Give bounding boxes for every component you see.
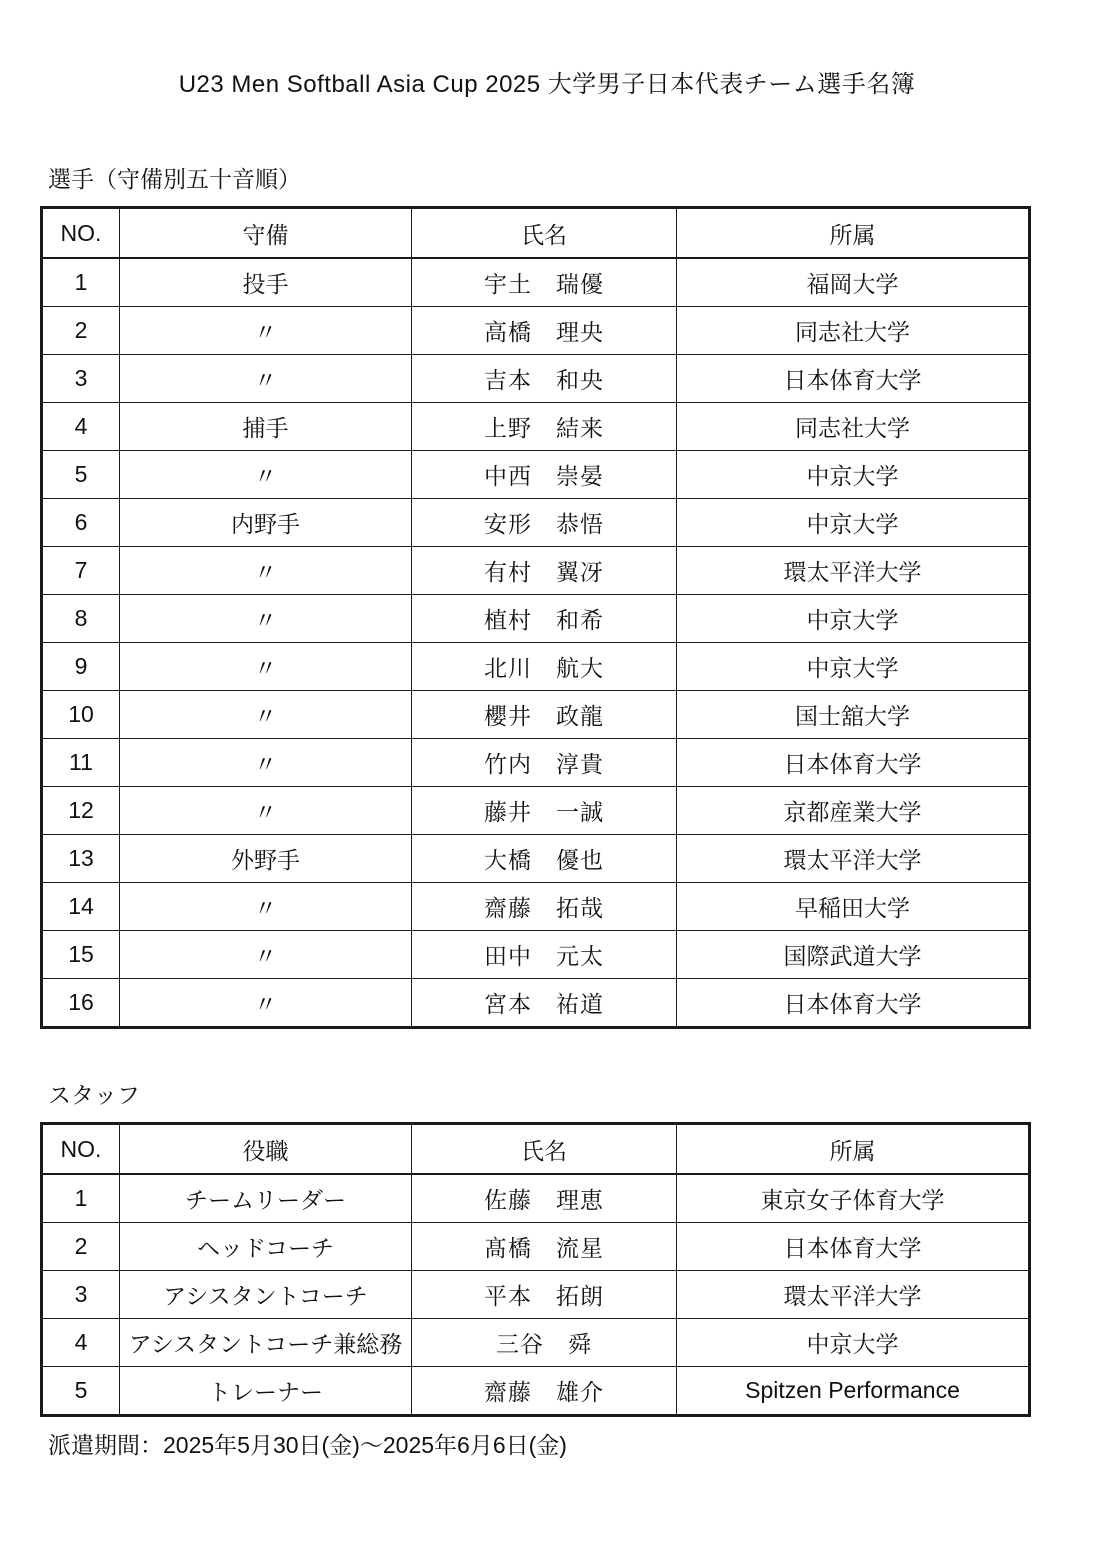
- staff-team: 環太平洋大学: [677, 1271, 1030, 1319]
- table-row: [42, 931, 1030, 979]
- player-name: 宇土 瑞優: [412, 258, 677, 307]
- staff-name: 佐藤 理恵: [412, 1174, 677, 1223]
- player-position: 〃: [120, 547, 412, 595]
- player-no: 6: [42, 499, 120, 547]
- player-team: 日本体育大学: [677, 355, 1030, 403]
- table-row: [42, 499, 1030, 547]
- table-row: [42, 1319, 1030, 1367]
- player-team: 中京大学: [677, 499, 1030, 547]
- staff-no: 2: [42, 1223, 120, 1271]
- player-name: 齋藤 拓哉: [412, 883, 677, 931]
- player-team: 福岡大学: [677, 258, 1030, 307]
- staff-no: 5: [42, 1367, 120, 1416]
- player-name: 田中 元太: [412, 931, 677, 979]
- player-no: 8: [42, 595, 120, 643]
- player-position: 〃: [120, 931, 412, 979]
- player-position: 内野手: [120, 499, 412, 547]
- player-team: 中京大学: [677, 451, 1030, 499]
- table-row: [42, 835, 1030, 883]
- table-row: [42, 547, 1030, 595]
- staff-header-no: NO.: [42, 1124, 120, 1175]
- player-name: 安形 恭悟: [412, 499, 677, 547]
- staff-no: 1: [42, 1174, 120, 1223]
- player-name: 藤井 一誠: [412, 787, 677, 835]
- player-no: 11: [42, 739, 120, 787]
- player-team: 日本体育大学: [677, 979, 1030, 1028]
- player-position: 外野手: [120, 835, 412, 883]
- players-header-position: 守備: [120, 208, 412, 259]
- table-row: [42, 403, 1030, 451]
- table-row: [42, 1174, 1030, 1223]
- player-team: 同志社大学: [677, 307, 1030, 355]
- table-row: [42, 643, 1030, 691]
- player-no: 13: [42, 835, 120, 883]
- staff-name: 齋藤 雄介: [412, 1367, 677, 1416]
- table-row: [42, 1367, 1030, 1416]
- player-no: 3: [42, 355, 120, 403]
- player-no: 12: [42, 787, 120, 835]
- table-row: [42, 595, 1030, 643]
- player-team: 中京大学: [677, 595, 1030, 643]
- staff-header-role: 役職: [120, 1124, 412, 1175]
- table-row: [42, 451, 1030, 499]
- staff-team: Spitzen Performance: [677, 1367, 1030, 1416]
- page-title: U23 Men Softball Asia Cup 2025 大学男子日本代表チーム選手名簿: [178, 71, 916, 98]
- staff-team: 日本体育大学: [677, 1223, 1030, 1271]
- player-no: 9: [42, 643, 120, 691]
- players-table-header-row: [42, 208, 1030, 259]
- player-team: 国際武道大学: [677, 931, 1030, 979]
- table-row: [42, 691, 1030, 739]
- player-name: 植村 和希: [412, 595, 677, 643]
- player-name: 有村 翼冴: [412, 547, 677, 595]
- player-team: 環太平洋大学: [677, 835, 1030, 883]
- player-team: 中京大学: [677, 643, 1030, 691]
- table-row: [42, 979, 1030, 1028]
- player-no: 16: [42, 979, 120, 1028]
- staff-no: 3: [42, 1271, 120, 1319]
- table-row: [42, 307, 1030, 355]
- staff-table: [40, 1122, 1031, 1417]
- players-header-team: 所属: [677, 208, 1030, 259]
- dispatch-period-note: 派遣期間：2025年5月30日(金)～2025年6月6日(金): [48, 1432, 567, 1458]
- staff-name: 三谷 舜: [412, 1319, 677, 1367]
- staff-table-header-row: [42, 1124, 1030, 1175]
- player-team: 早稲田大学: [677, 883, 1030, 931]
- player-position: 〃: [120, 307, 412, 355]
- player-no: 14: [42, 883, 120, 931]
- player-name: 櫻井 政龍: [412, 691, 677, 739]
- staff-header-team: 所属: [677, 1124, 1030, 1175]
- staff-team: 東京女子体育大学: [677, 1174, 1030, 1223]
- player-position: 〃: [120, 643, 412, 691]
- players-table: [40, 206, 1031, 1029]
- player-position: 投手: [120, 258, 412, 307]
- staff-header-name: 氏名: [412, 1124, 677, 1175]
- player-team: 国士舘大学: [677, 691, 1030, 739]
- players-header-no: NO.: [42, 208, 120, 259]
- table-row: [42, 258, 1030, 307]
- player-position: 〃: [120, 787, 412, 835]
- player-name: 大橋 優也: [412, 835, 677, 883]
- player-position: 〃: [120, 355, 412, 403]
- player-position: 捕手: [120, 403, 412, 451]
- staff-name: 平本 拓朗: [412, 1271, 677, 1319]
- player-team: 日本体育大学: [677, 739, 1030, 787]
- player-team: 環太平洋大学: [677, 547, 1030, 595]
- player-position: 〃: [120, 451, 412, 499]
- player-no: 15: [42, 931, 120, 979]
- player-team: 京都産業大学: [677, 787, 1030, 835]
- staff-name: 髙橋 流星: [412, 1223, 677, 1271]
- player-no: 5: [42, 451, 120, 499]
- player-team: 同志社大学: [677, 403, 1030, 451]
- players-section-label: 選手（守備別五十音順）: [48, 166, 301, 192]
- table-row: [42, 355, 1030, 403]
- players-header-name: 氏名: [412, 208, 677, 259]
- player-name: 北川 航大: [412, 643, 677, 691]
- player-name: 中西 崇晏: [412, 451, 677, 499]
- player-name: 竹内 淳貴: [412, 739, 677, 787]
- staff-role: ヘッドコーチ: [120, 1223, 412, 1271]
- player-position: 〃: [120, 691, 412, 739]
- table-row: [42, 739, 1030, 787]
- staff-no: 4: [42, 1319, 120, 1367]
- player-no: 7: [42, 547, 120, 595]
- player-position: 〃: [120, 979, 412, 1028]
- player-name: 高橋 理央: [412, 307, 677, 355]
- player-position: 〃: [120, 883, 412, 931]
- document-page: [0, 64, 1094, 1562]
- player-position: 〃: [120, 739, 412, 787]
- staff-role: アシスタントコーチ兼総務: [120, 1319, 412, 1367]
- player-no: 2: [42, 307, 120, 355]
- player-position: 〃: [120, 595, 412, 643]
- staff-team: 中京大学: [677, 1319, 1030, 1367]
- player-no: 4: [42, 403, 120, 451]
- staff-section-label: スタッフ: [48, 1082, 140, 1108]
- player-no: 1: [42, 258, 120, 307]
- staff-role: トレーナー: [120, 1367, 412, 1416]
- staff-role: チームリーダー: [120, 1174, 412, 1223]
- player-name: 宮本 祐道: [412, 979, 677, 1028]
- table-row: [42, 1271, 1030, 1319]
- player-name: 吉本 和央: [412, 355, 677, 403]
- table-row: [42, 787, 1030, 835]
- player-no: 10: [42, 691, 120, 739]
- table-row: [42, 883, 1030, 931]
- staff-role: アシスタントコーチ: [120, 1271, 412, 1319]
- table-row: [42, 1223, 1030, 1271]
- player-name: 上野 結来: [412, 403, 677, 451]
